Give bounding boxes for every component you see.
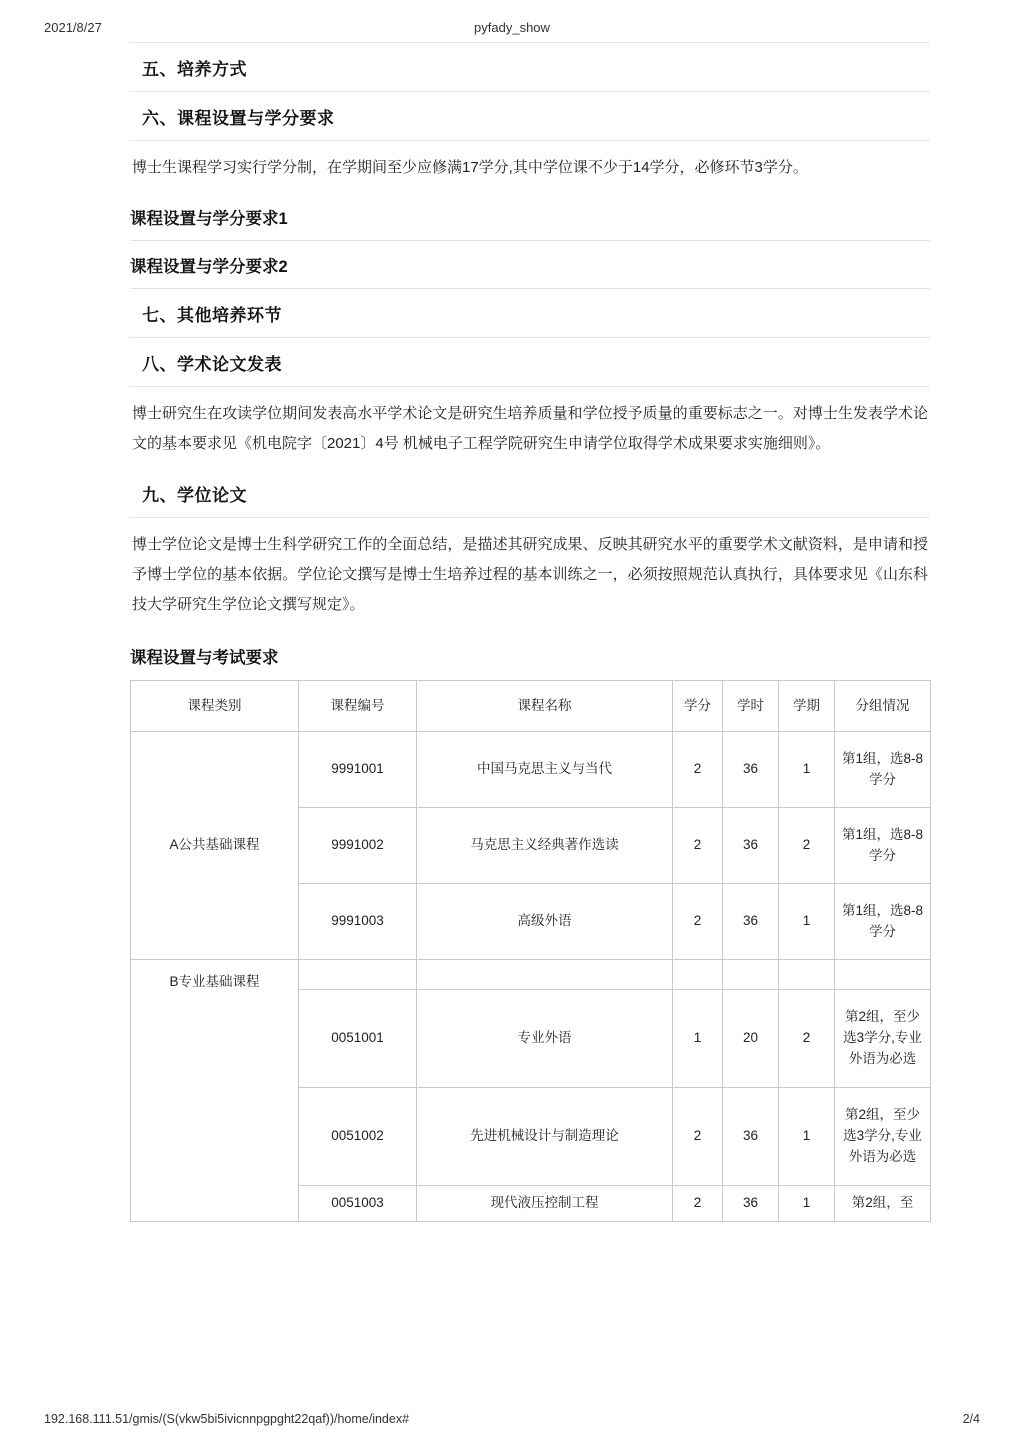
th-name: 课程名称 [417,681,673,732]
cell-category: A公共基础课程 [131,732,299,960]
cell-category: B专业基础课程 [131,960,299,1222]
cell-code: 0051001 [299,990,417,1088]
print-header [0,20,1024,38]
table-row [131,960,931,990]
cell-term: 1 [779,1186,835,1222]
th-credits: 学分 [673,681,723,732]
table-header-row [131,681,931,732]
cell-hours: 36 [723,808,779,884]
footer-url: 192.168.111.51/gmis/(S(vkw5bi5ivicnnpgpght22qaf))/home/index# [44,1412,410,1426]
subheading-course-req-2: 课程设置与学分要求2 [130,241,930,289]
cell-name [417,960,673,990]
cell-credits: 2 [673,884,723,960]
cell-group: 第1组，选8-8学分 [835,808,931,884]
cell-code: 0051002 [299,1088,417,1186]
cell-name: 马克思主义经典著作选读 [417,808,673,884]
cell-name: 先进机械设计与制造理论 [417,1088,673,1186]
cell-hours: 36 [723,884,779,960]
course-table [130,680,931,1222]
th-group: 分组情况 [835,681,931,732]
document-content [130,42,930,1222]
cell-name: 现代液压控制工程 [417,1186,673,1222]
cell-group: 第1组，选8-8学分 [835,884,931,960]
cell-credits: 2 [673,1186,723,1222]
cell-name: 中国马克思主义与当代 [417,732,673,808]
cell-code: 9991002 [299,808,417,884]
cell-credits: 2 [673,808,723,884]
print-footer [0,1412,1024,1430]
section-heading-7: 七、其他培养环节 [130,289,930,338]
section-heading-6: 六、课程设置与学分要求 [130,92,930,141]
paragraph-papers: 博士研究生在攻读学位期间发表高水平学术论文是研究生培养质量和学位授予质量的重要标志之一。对博士生发表学术论文的基本要求见《机电院字〔2021〕4号 机械电子工程学院研究生申请学位取得学术成果要求实施细则》。 [132,405,928,452]
cell-hours: 20 [723,990,779,1088]
cell-name: 高级外语 [417,884,673,960]
section-heading-9: 九、学位论文 [130,469,930,518]
print-title: pyfady_show [474,20,550,35]
cell-term: 2 [779,990,835,1088]
th-hours: 学时 [723,681,779,732]
cell-credits [673,960,723,990]
th-code: 课程编号 [299,681,417,732]
footer-page-number: 2/4 [962,1412,980,1426]
cell-name: 专业外语 [417,990,673,1088]
cell-credits: 2 [673,1088,723,1186]
cell-code: 0051003 [299,1186,417,1222]
cell-code: 9991001 [299,732,417,808]
table-row [131,732,931,808]
cell-hours: 36 [723,1186,779,1222]
cell-term [779,960,835,990]
paragraph-thesis: 博士学位论文是博士生科学研究工作的全面总结，是描述其研究成果、反映其研究水平的重要学术文献资料，是申请和授予博士学位的基本依据。学位论文撰写是博士生培养过程的基本训练之一，必须按照规范认真执行，具体要求见《山东科技大学研究生学位论文撰写规定》。 [132,536,928,613]
cell-term: 2 [779,808,835,884]
cell-term: 1 [779,884,835,960]
th-category: 课程类别 [131,681,299,732]
cell-group: 第2组，至少选3学分,专业外语为必选 [835,1088,931,1186]
subheading-course-req-1: 课程设置与学分要求1 [130,193,930,241]
cell-credits: 2 [673,732,723,808]
cell-hours [723,960,779,990]
cell-code: 9991003 [299,884,417,960]
cell-term: 1 [779,1088,835,1186]
cell-hours: 36 [723,732,779,808]
cell-code [299,960,417,990]
th-term: 学期 [779,681,835,732]
cell-term: 1 [779,732,835,808]
cell-hours: 36 [723,1088,779,1186]
section-heading-8: 八、学术论文发表 [130,338,930,387]
paragraph-credits: 博士生课程学习实行学分制，在学期间至少应修满17学分,其中学位课不少于14学分，必修环节3学分。 [132,159,808,176]
cell-group [835,960,931,990]
print-date: 2021/8/27 [44,20,102,35]
cell-credits: 1 [673,990,723,1088]
table-caption: 课程设置与考试要求 [130,649,279,667]
cell-group: 第2组，至 [835,1186,931,1222]
section-heading-5: 五、培养方式 [130,42,930,92]
cell-group: 第2组，至少选3学分,专业外语为必选 [835,990,931,1088]
cell-group: 第1组，选8-8学分 [835,732,931,808]
